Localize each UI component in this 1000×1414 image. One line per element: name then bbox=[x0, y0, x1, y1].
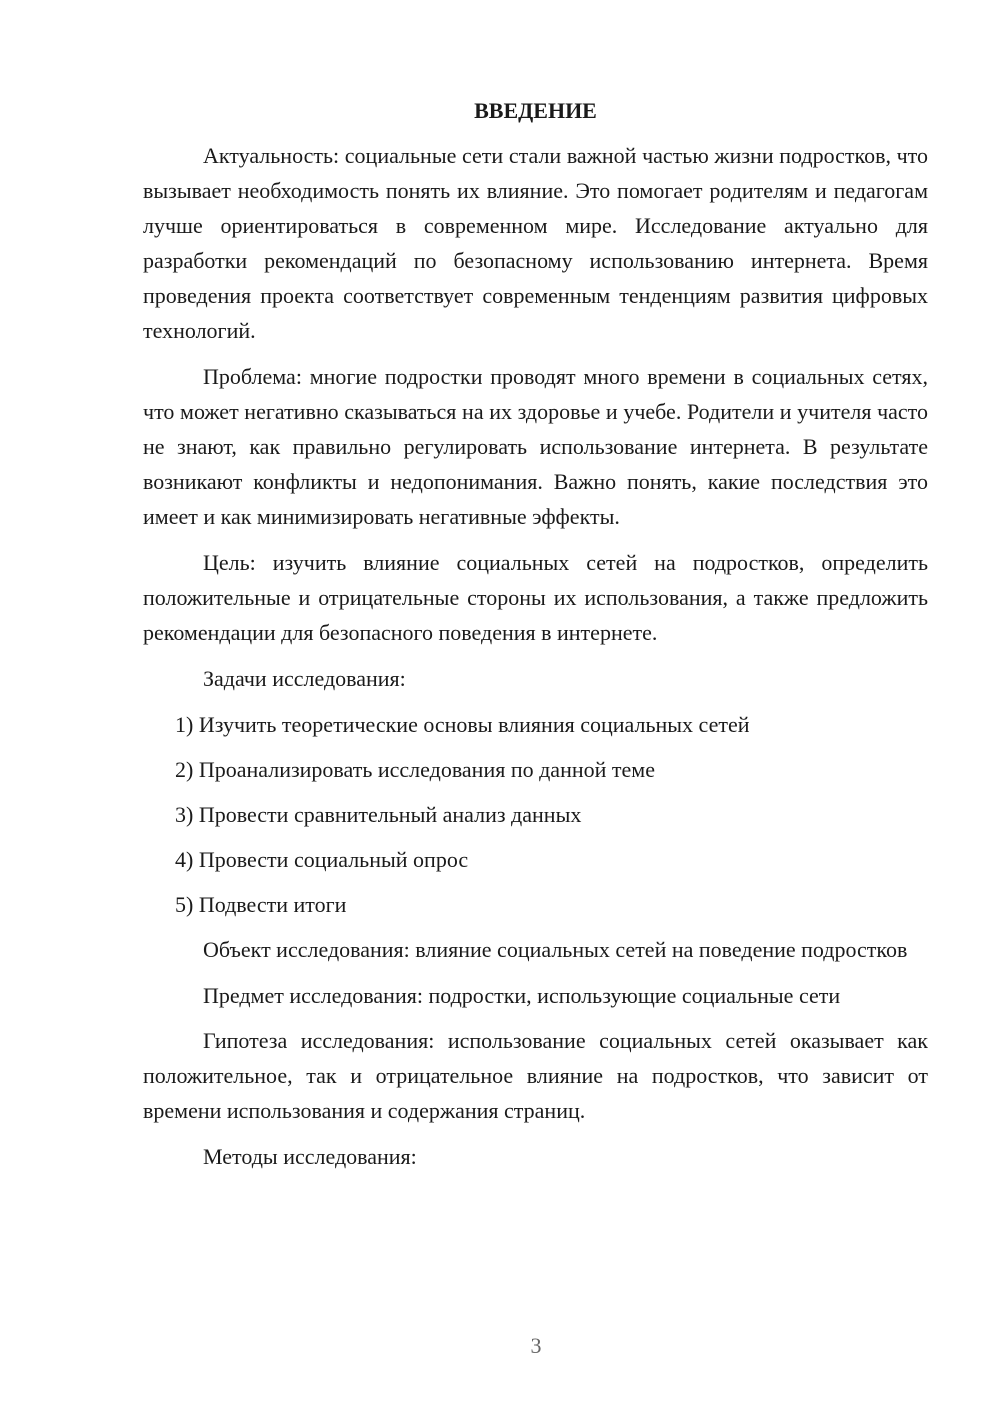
section-heading: ВВЕДЕНИЕ bbox=[474, 98, 597, 123]
page-content bbox=[143, 96, 928, 1184]
task-item-2: 2) Проанализировать исследования по данной теме bbox=[175, 757, 655, 782]
tasks-list bbox=[143, 707, 928, 922]
object-paragraph: Объект исследования: влияние социальных сетей на поведение подростков bbox=[203, 937, 908, 962]
task-item-4: 4) Провести социальный опрос bbox=[175, 847, 469, 872]
task-item-1: 1) Изучить теоретические основы влияния социальных сетей bbox=[175, 712, 750, 737]
task-item-5: 5) Подвести итоги bbox=[175, 892, 347, 917]
hypothesis-paragraph: Гипотеза исследования: использование социальных сетей оказывает как положительное, так и отрицательное влияние на подростков, что зависит от времени использования и содержания страниц. bbox=[143, 1028, 928, 1123]
task-item-3: 3) Провести сравнительный анализ данных bbox=[175, 802, 582, 827]
subject-paragraph: Предмет исследования: подростки, использующие социальные сети bbox=[203, 983, 841, 1008]
page-number: 3 bbox=[530, 1333, 542, 1358]
relevance-paragraph: Актуальность: социальные сети стали важной частью жизни подростков, что вызывает необходимость понять их влияние. Это помогает родителям и педагогам лучше ориентироваться в современном мире. Исследование актуально для разработки рекомендаций по безопасному использованию интернета. Время проведения проекта соответствует современным тенденциям развития цифровых технологий. bbox=[143, 143, 928, 343]
goal-paragraph: Цель: изучить влияние социальных сетей на подростков, определить положительные и отрицательные стороны их использования, а также предложить рекомендации для безопасного поведения в интернете. bbox=[143, 550, 928, 645]
tasks-title: Задачи исследования: bbox=[203, 666, 406, 691]
methods-title: Методы исследования: bbox=[203, 1144, 417, 1169]
problem-paragraph: Проблема: многие подростки проводят много времени в социальных сетях, что может негативно сказываться на их здоровье и учебе. Родители и учителя часто не знают, как правильно регулировать использование интернета. В результате возникают конфликты и недопонимания. Важно понять, какие последствия это имеет и как минимизировать негативные эффекты. bbox=[143, 364, 928, 529]
